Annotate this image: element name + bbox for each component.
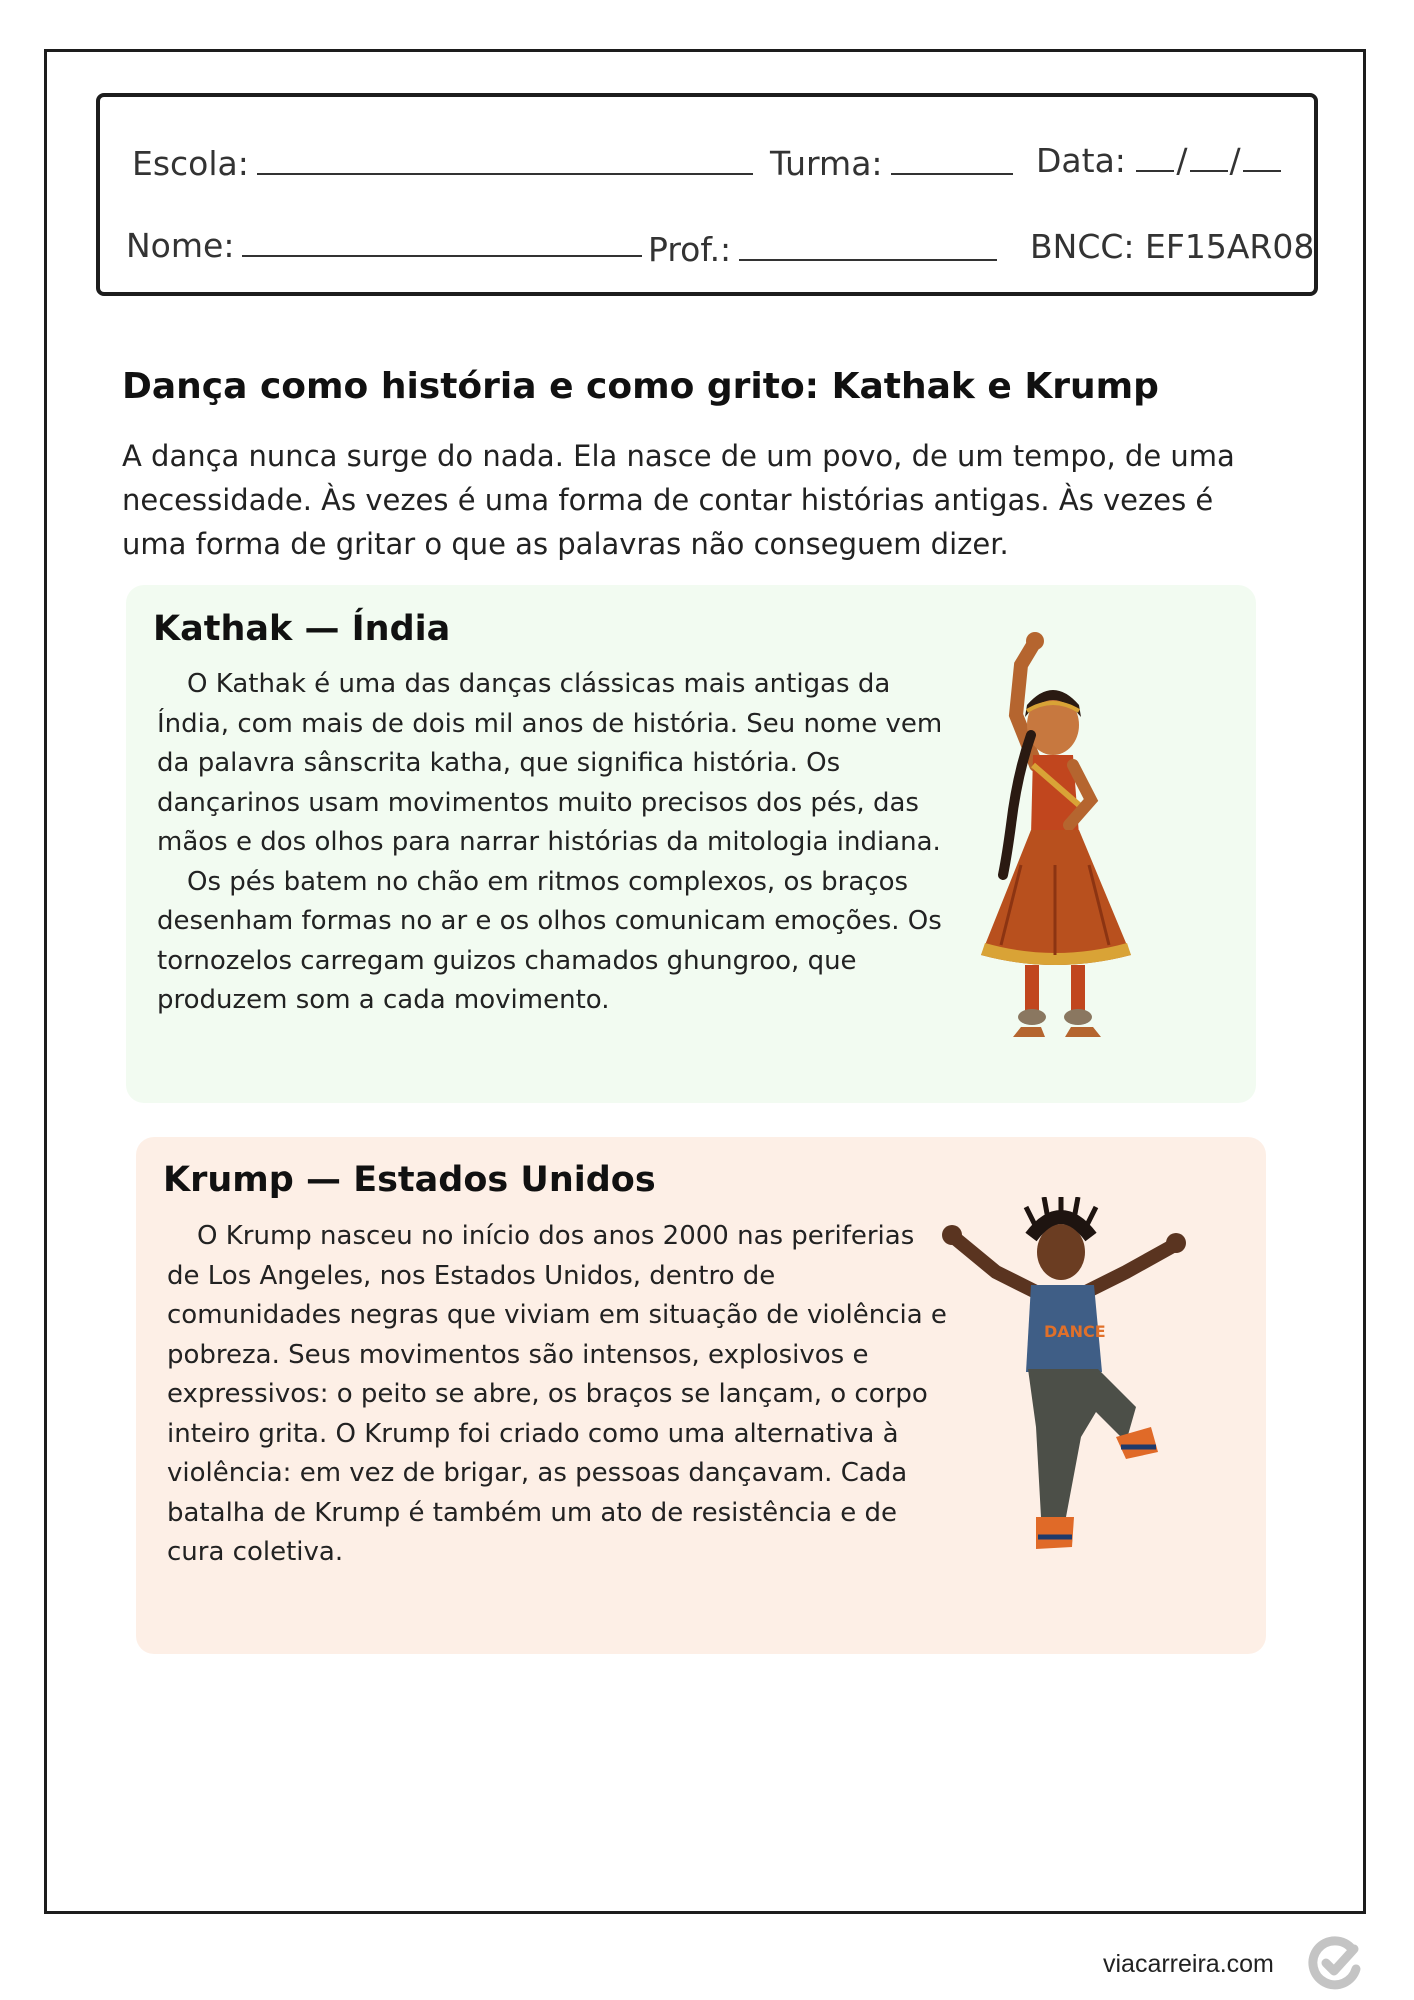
turma-label: Turma:: [770, 144, 883, 183]
krump-paragraph: O Krump nasceu no início dos anos 2000 nas periferias de Los Angeles, nos Estados Unidos, dentro de comunidades negras que viviam em situação de violência e pobreza. Seus movimentos são intensos, explosivos e expressivos: o peito se abre, os braços se lançam, o corpo inteiro grita. O Krump foi criado como uma alternativa à violência: em vez de brigar, as pessoas dançavam. Cada batalha de Krump é também um ato de resistência e de cura coletiva.: [167, 1221, 947, 1567]
prof-line[interactable]: [739, 229, 997, 261]
nome-field[interactable]: [126, 225, 642, 265]
escola-line[interactable]: [257, 143, 753, 175]
krump-card: [136, 1137, 1266, 1654]
kathak-paragraph: Os pés batem no chão em ritmos complexos, os braços desenham formas no ar e os olhos comunicam emoções. Os tornozelos carregam guizos chamados ghungroo, que produzem som a cada movimento.: [157, 866, 942, 1015]
kathak-card: [126, 585, 1256, 1103]
kathak-paragraph: O Kathak é uma das danças clássicas mais antigas da Índia, com mais de dois mil anos de história. Seu nome vem da palavra sânscrita katha, que significa história. Os dançarinos usam movimentos muito precisos dos pés, das mãos e dos olhos para narrar histórias da mitologia indiana.: [157, 669, 943, 857]
footer-url[interactable]: viacarreira.com: [1103, 1950, 1274, 1978]
escola-label: Escola:: [132, 144, 249, 183]
bncc-code: BNCC: EF15AR08: [1030, 227, 1315, 266]
data-day-line[interactable]: [1136, 140, 1174, 172]
prof-field[interactable]: [648, 229, 997, 269]
nome-label: Nome:: [126, 226, 235, 265]
kathak-text: [157, 665, 957, 1021]
turma-line[interactable]: [891, 143, 1013, 175]
header-box: [96, 93, 1318, 296]
data-field[interactable]: Data: / /: [1036, 140, 1281, 180]
data-year-line[interactable]: [1243, 140, 1281, 172]
intro-text: A dança nunca surge do nada. Ela nasce de um povo, de um tempo, de uma necessidade. Às vezes é uma forma de contar histórias antigas. Às vezes é uma forma de gritar o que as palavras não conseguem dizer.: [122, 439, 1235, 561]
data-label: Data:: [1036, 141, 1126, 180]
prof-label: Prof.:: [648, 230, 732, 269]
data-month-line[interactable]: [1190, 140, 1228, 172]
turma-field[interactable]: [770, 143, 1013, 183]
viacarreira-logo-icon: [1306, 1935, 1362, 1991]
escola-field[interactable]: [132, 143, 753, 183]
krump-text: [167, 1217, 947, 1573]
krump-title: Krump — Estados Unidos: [163, 1160, 656, 1200]
kathak-title: Kathak — Índia: [153, 609, 451, 649]
krump-dancer-illustration: [936, 1197, 1196, 1587]
nome-line[interactable]: [242, 225, 642, 257]
shirt-text: DANCE: [1044, 1322, 1106, 1341]
page-title: Dança como história e como grito: Kathak e Krump: [122, 366, 1159, 407]
kathak-dancer-illustration: [961, 625, 1161, 1065]
